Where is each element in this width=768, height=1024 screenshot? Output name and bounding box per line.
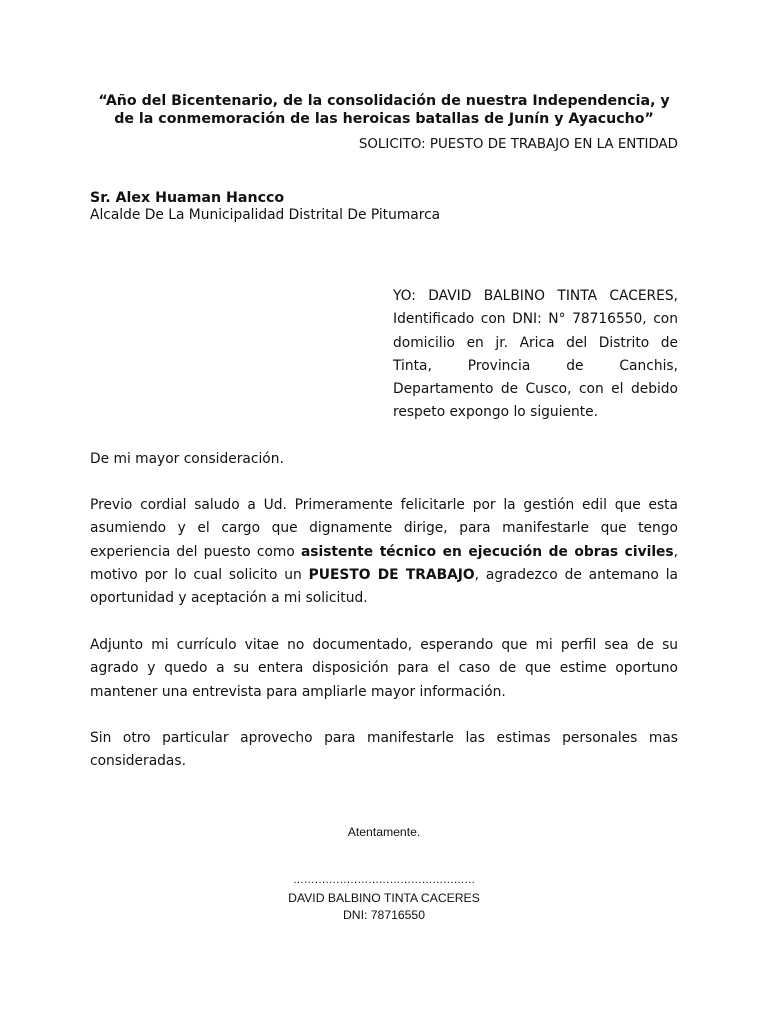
attachment-paragraph: Adjunto mi currículo vitae no documentado, esperando que mi perfil sea de su agrado y quedo a su entera disposición para el caso de que estime oportuno mantener una entrevista para ampliarle mayor información. (90, 637, 678, 700)
job-request-highlight: PUESTO DE TRABAJO (308, 566, 475, 583)
greeting-paragraph: De mi mayor consideración. (90, 451, 284, 467)
closing-text: Atentamente. (347, 825, 421, 839)
subject-line: SOLICITO: PUESTO DE TRABAJO EN LA ENTIDAD (358, 137, 678, 152)
recipient-role: Alcalde De La Municipalidad Distrital De Pitumarca (90, 207, 441, 223)
request-paragraph (90, 494, 678, 610)
sender-identification: YO: DAVID BALBINO TINTA CACERES, Identificado con DNI: N° 78716550, con domicilio en jr. Arica del Distrito de Tinta, Provincia de Canchis, Departamento de Cusco, con el debido respeto expongo lo siguiente. (393, 288, 678, 421)
signer-name: DAVID BALBINO TINTA CACERES (288, 891, 480, 905)
signature-line: …………………………………………… (293, 874, 475, 886)
position-highlight: asistente técnico en ejecución de obras civiles (300, 543, 674, 560)
request-text-3: , agradezco de antemano la oportunidad y aceptación a mi solicitud. (90, 566, 678, 607)
document-motto: “Año del Bicentenario, de la consolidación de nuestra Independencia, y de la conmemoración de las heroicas batallas de Junín y Ayacucho” (98, 93, 670, 127)
farewell-paragraph: Sin otro particular aprovecho para manifestarle las estimas personales mas consideradas. (90, 730, 678, 770)
signer-dni: DNI: 78716550 (343, 908, 425, 922)
recipient-name: Sr. Alex Huaman Hancco (90, 190, 285, 206)
request-text-2: , motivo por lo cual solicito un (90, 543, 679, 583)
request-text-1: Previo cordial saludo a Ud. Primeramente felicitarle por la gestión edil que esta asumiendo y el cargo que dignamente dirige, para manifestarle que tengo experiencia del puesto como (90, 497, 678, 560)
